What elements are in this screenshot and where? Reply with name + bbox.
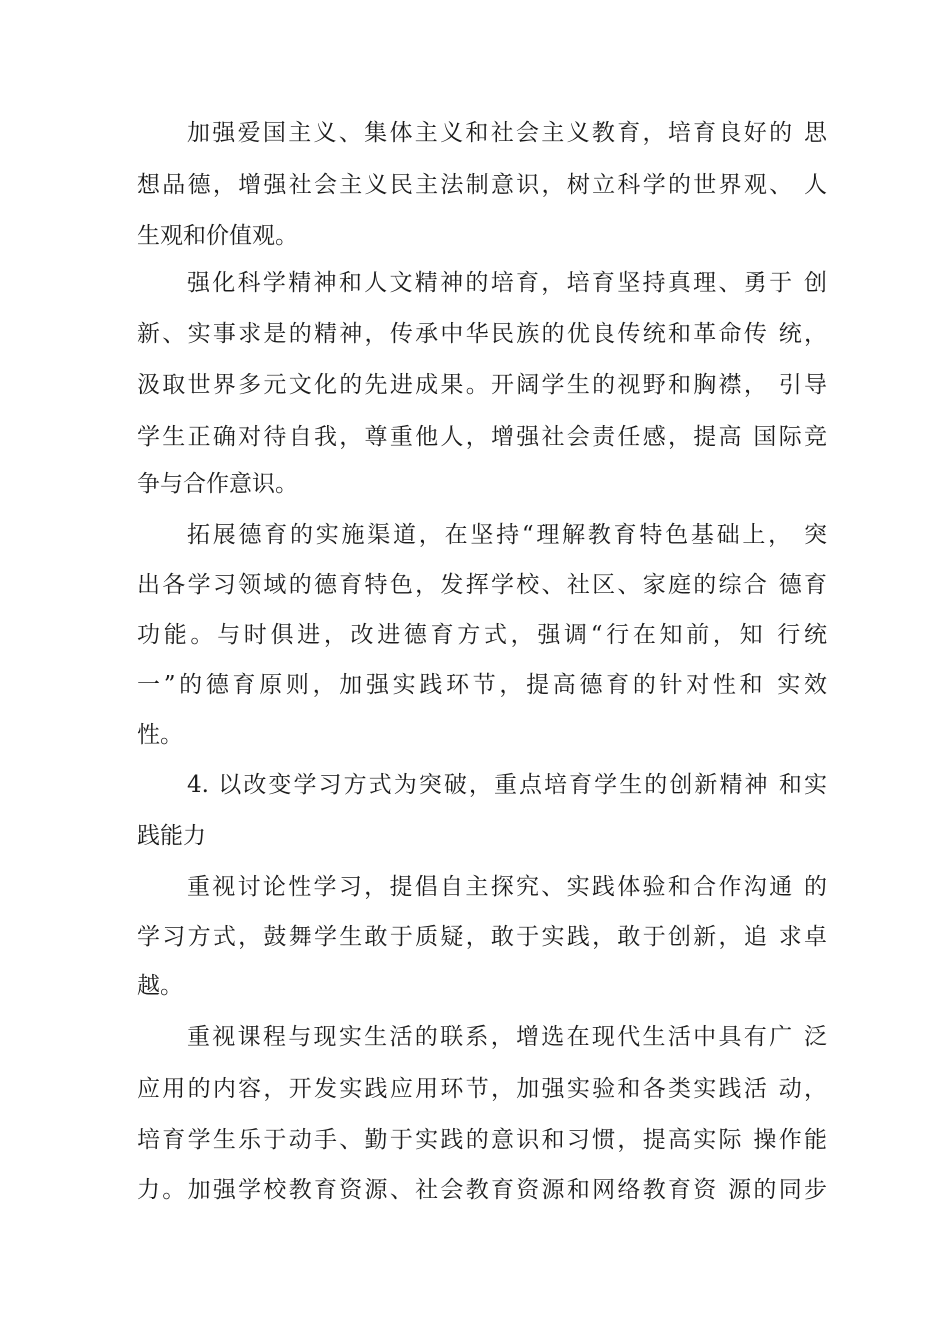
text-line: 越。: [137, 973, 183, 999]
text-line: 性。: [137, 722, 183, 748]
text-line: 应用的内容，开发实践应用环节，加强实验和各类实践活 动，: [137, 1076, 827, 1102]
text-line: 学生正确对待自我，尊重他人，增强社会责任感，提高 国际竞: [137, 424, 827, 450]
text-line: 争与合作意识。: [137, 471, 298, 497]
text-line: 加强爱国主义、集体主义和社会主义教育，培育良好的 思: [187, 120, 827, 146]
section-heading: 4. 以改变学习方式为突破，重点培育学生的创新精神 和实: [187, 772, 827, 798]
text-line: 出各学习领域的德育特色，发挥学校、社区、家庭的综合 德育: [137, 572, 827, 598]
text-line: 汲取世界多元文化的先进成果。开阔学生的视野和胸襟， 引导: [137, 372, 827, 398]
text-line: 新、实事求是的精神，传承中华民族的优良传统和革命传 统，: [137, 321, 827, 347]
section-heading: 践能力: [137, 823, 206, 849]
text-line: 学习方式，鼓舞学生敢于质疑，敢于实践，敢于创新，追 求卓: [137, 924, 827, 950]
text-line: 强化科学精神和人文精神的培育，培育坚持真理、勇于 创: [187, 270, 827, 296]
text-line: 生观和价值观。: [137, 223, 298, 249]
text-line: 想品德，增强社会主义民主法制意识，树立科学的世界观、 人: [137, 172, 827, 198]
text-line: 重视课程与现实生活的联系，增选在现代生活中具有广 泛: [187, 1024, 827, 1050]
text-line: 重视讨论性学习，提倡自主探究、实践体验和合作沟通 的: [187, 874, 827, 900]
text-line: 一”的德育原则，加强实践环节，提高德育的针对性和 实效: [137, 672, 827, 698]
text-line: 培育学生乐于动手、勤于实践的意识和习惯，提高实际 操作能: [137, 1127, 827, 1153]
text-line: 拓展德育的实施渠道，在坚持“理解教育特色基础上， 突: [187, 522, 827, 548]
text-line: 功能。与时俱进，改进德育方式，强调“行在知前，知 行统: [137, 622, 827, 648]
text-line: 力。加强学校教育资源、社会教育资源和网络教育资 源的同步: [137, 1177, 827, 1203]
